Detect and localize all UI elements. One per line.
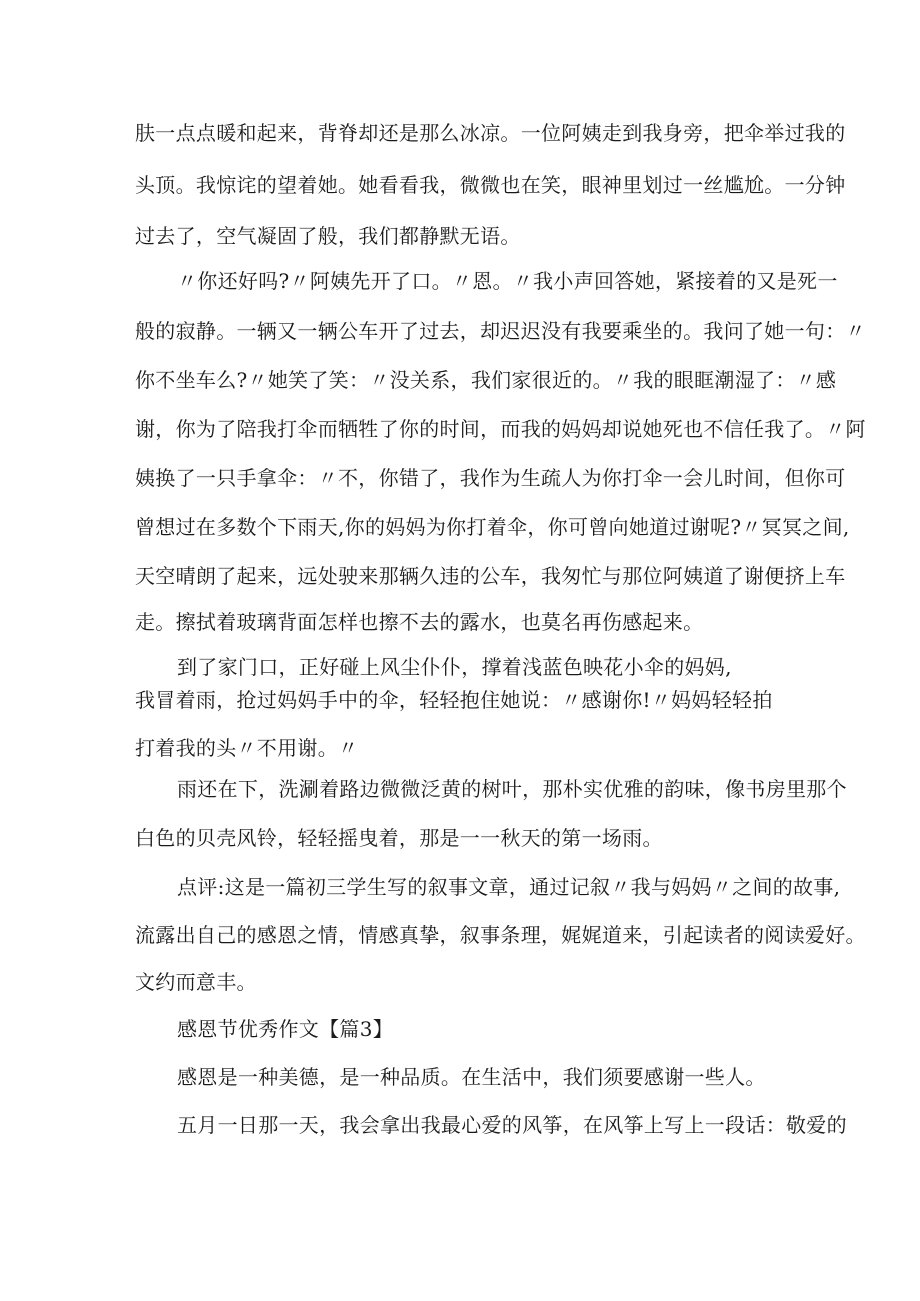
text-line: 曾想过在多数个下雨天,你的妈妈为你打着伞，你可曾向她道过谢呢?〃冥冥之间, bbox=[135, 515, 850, 539]
section-heading: 感恩节优秀作文【篇3】 bbox=[177, 1017, 394, 1041]
text-line: 感恩是一种美德，是一种品质。在生活中，我们须要感谢一些人。 bbox=[177, 1065, 766, 1089]
text-line: 流露出自己的感恩之情，情感真挚，叙事条理，娓娓道来，引起读者的阅读爱好。 bbox=[135, 923, 866, 947]
text-line: 点评:这是一篇初三学生写的叙事文章，通过记叙〃我与妈妈〃之间的故事, bbox=[177, 875, 841, 899]
text-line: 文约而意丰。 bbox=[135, 970, 257, 994]
text-line: 头顶。我惊诧的望着她。她看看我，微微也在笑，眼神里划过一丝尴尬。一分钟 bbox=[135, 173, 846, 197]
text-line: 走。擦拭着玻璃背面怎样也擦不去的露水，也莫名再伤感起来。 bbox=[135, 610, 704, 634]
text-line: 〃你还好吗?〃阿姨先开了口。〃恩。〃我小声回答她，紧接着的又是死一 bbox=[177, 269, 838, 293]
text-line: 到了家门口，正好碰上风尘仆仆，撑着浅蓝色映花小伞的妈妈, bbox=[177, 655, 732, 679]
text-line: 雨还在下，洗涮着路边微微泛黄的树叶，那朴实优雅的韵味，像书房里那个 bbox=[177, 777, 847, 801]
text-line: 姨换了一只手拿伞：〃不，你错了，我作为生疏人为你打伞一会儿时间，但你可 bbox=[135, 466, 846, 490]
text-line: 我冒着雨，抢过妈妈手中的伞，轻轻抱住她说：〃感谢你!〃妈妈轻轻拍 bbox=[135, 688, 773, 712]
text-line: 五月一日那一天，我会拿出我最心爱的风筝，在风筝上写上一段话：敬爱的 bbox=[177, 1113, 847, 1137]
text-line: 般的寂静。一辆又一辆公车开了过去，却迟迟没有我要乘坐的。我问了她一句：〃 bbox=[135, 319, 866, 343]
text-line: 谢，你为了陪我打伞而牺牲了你的时间，而我的妈妈却说她死也不信任我了。〃阿 bbox=[135, 417, 866, 441]
text-line: 天空晴朗了起来，远处驶来那辆久违的公车，我匆忙与那位阿姨道了谢便挤上车 bbox=[135, 564, 846, 588]
text-line: 打着我的头〃不用谢。〃 bbox=[135, 736, 359, 760]
text-line: 白色的贝壳风铃，轻轻摇曳着，那是一一秋天的第一场雨。 bbox=[135, 826, 663, 850]
text-line: 肤一点点暖和起来，背脊却还是那么冰凉。一位阿姨走到我身旁，把伞举过我的 bbox=[135, 121, 846, 145]
text-line: 过去了，空气凝固了般，我们都静默无语。 bbox=[135, 224, 521, 248]
text-line: 你不坐车么?〃她笑了笑：〃没关系，我们家很近的。〃我的眼眶潮湿了：〃感 bbox=[135, 368, 837, 392]
